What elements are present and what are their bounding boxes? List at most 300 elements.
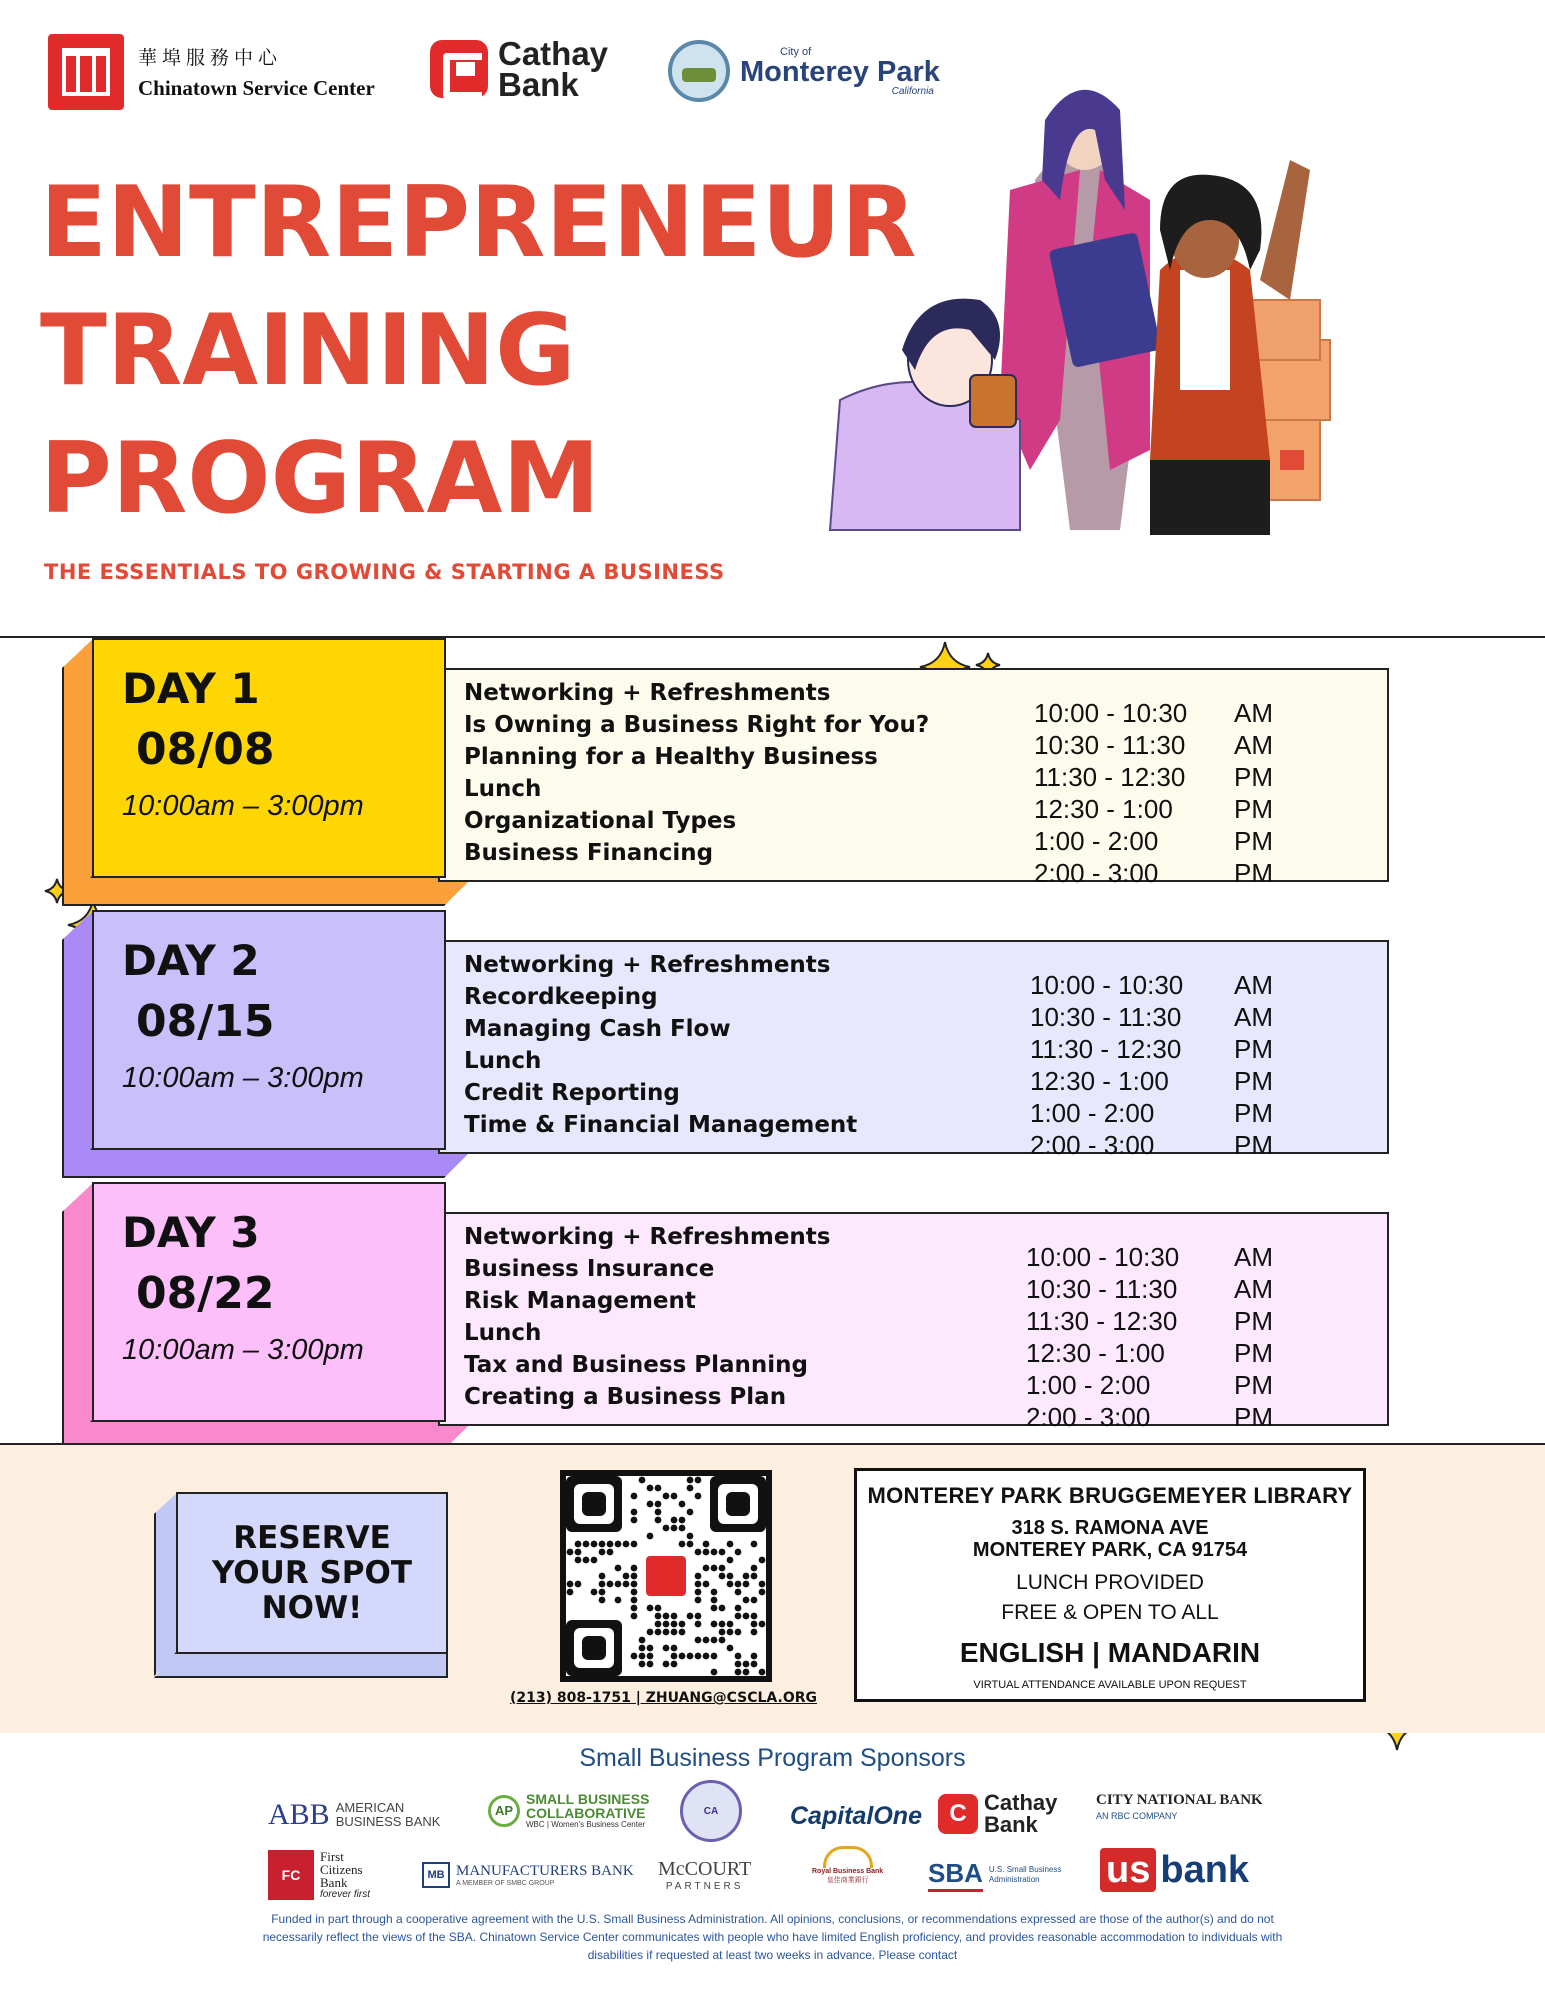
- qr-module: [631, 1589, 638, 1596]
- qr-module: [663, 1661, 670, 1668]
- qr-module: [647, 1605, 654, 1612]
- session-name: Creating a Business Plan: [464, 1384, 787, 1410]
- session-name: Networking + Refreshments: [464, 680, 831, 706]
- qr-module: [591, 1557, 598, 1564]
- qr-module: [647, 1485, 654, 1492]
- session-time: 12:30 - 1:00: [1030, 1066, 1169, 1096]
- session-time: 1:00 - 2:00: [1034, 826, 1159, 856]
- ap-mark: AP: [488, 1795, 520, 1827]
- qr-module: [671, 1517, 678, 1524]
- qr-module: [631, 1565, 638, 1572]
- abb-text: AMERICAN BUSINESS BANK: [335, 1800, 441, 1829]
- sponsor-american-business-bank: [268, 1798, 456, 1832]
- mb-sub: A MEMBER OF SMBC GROUP: [456, 1880, 555, 1887]
- qr-module: [599, 1589, 606, 1596]
- day-block-bottom: [62, 1148, 474, 1178]
- qr-module: [751, 1621, 758, 1628]
- sponsor-sba: [928, 1858, 1079, 1892]
- day-date: 08/22: [136, 1268, 275, 1319]
- sponsor-manufacturers-bank: [422, 1862, 634, 1888]
- cathay-line2: Bank: [498, 66, 579, 103]
- qr-module: [607, 1581, 614, 1588]
- title-line-3: PROGRAM: [40, 422, 600, 536]
- usbank-text: bank: [1160, 1849, 1250, 1891]
- qr-module: [655, 1485, 662, 1492]
- qr-module: [711, 1605, 718, 1612]
- session-name: Recordkeeping: [464, 984, 658, 1010]
- virtual-note: VIRTUAL ATTENDANCE AVAILABLE UPON REQUEST: [973, 1679, 1247, 1691]
- qr-module: [599, 1573, 606, 1580]
- venue-name: MONTEREY PARK BRUGGEMEYER LIBRARY: [867, 1483, 1353, 1508]
- title-line-1: ENTREPRENEUR: [40, 166, 917, 280]
- abb-mark: ABB: [268, 1798, 330, 1831]
- session-name: Managing Cash Flow: [464, 1016, 731, 1042]
- qr-module: [711, 1589, 718, 1596]
- day-hours: 10:00am – 3:00pm: [122, 790, 364, 822]
- qr-module: [695, 1589, 702, 1596]
- session-ampm: AM: [1234, 1242, 1273, 1272]
- qr-module: [727, 1645, 734, 1652]
- reserve-line-1: RESERVE: [233, 1519, 391, 1556]
- session-time: 2:00 - 3:00: [1026, 1402, 1151, 1432]
- qr-module: [583, 1541, 590, 1548]
- qr-module: [679, 1541, 686, 1548]
- day-date: 08/08: [136, 724, 275, 775]
- qr-module: [711, 1637, 718, 1644]
- session-time: 1:00 - 2:00: [1030, 1098, 1155, 1128]
- mccourt-text: McCOURT: [658, 1858, 752, 1880]
- day-schedule-panel: [438, 940, 1389, 1160]
- qr-module: [711, 1621, 718, 1628]
- qr-module: [671, 1645, 678, 1652]
- session-ampm: PM: [1234, 1098, 1273, 1128]
- qr-module: [695, 1581, 702, 1588]
- qr-module: [671, 1621, 678, 1628]
- reserve-line-3: NOW!: [261, 1589, 363, 1626]
- chinatown-service-center-logo: [48, 34, 375, 110]
- qr-module: [663, 1621, 670, 1628]
- session-time: 10:00 - 10:30: [1026, 1242, 1180, 1272]
- reserve-spot-button[interactable]: [176, 1492, 448, 1654]
- session-time: 1:00 - 2:00: [1026, 1370, 1151, 1400]
- qr-module: [711, 1669, 718, 1676]
- session-time: 11:30 - 12:30: [1030, 1034, 1182, 1064]
- session-ampm: AM: [1234, 970, 1273, 1000]
- rbb-sub: 皇佳商業銀行: [826, 1877, 869, 1884]
- qr-module: [655, 1613, 662, 1620]
- qr-module: [751, 1661, 758, 1668]
- qr-module: [695, 1549, 702, 1556]
- qr-module: [759, 1669, 766, 1676]
- day-label: DAY 2: [122, 936, 260, 985]
- qr-module: [735, 1653, 742, 1660]
- qr-center-logo-icon: [646, 1556, 686, 1596]
- qr-module: [687, 1509, 694, 1516]
- qr-module: [631, 1605, 638, 1612]
- qr-module: [695, 1637, 702, 1644]
- cathay-sponsor-text: Cathay Bank: [984, 1790, 1058, 1837]
- qr-module: [679, 1525, 686, 1532]
- sponsor-us-bank: [1100, 1848, 1249, 1892]
- day-block-side: [62, 1182, 94, 1452]
- qr-module: [631, 1581, 638, 1588]
- csc-logo-icon: [48, 34, 124, 110]
- qr-finder: [582, 1492, 606, 1516]
- qr-module: [751, 1629, 758, 1636]
- session-name: Networking + Refreshments: [464, 1224, 831, 1250]
- qr-module: [631, 1573, 638, 1580]
- session-ampm: PM: [1234, 858, 1273, 888]
- sbc-text: SMALL BUSINESS COLLABORATIVE: [526, 1791, 650, 1821]
- qr-module: [679, 1653, 686, 1660]
- free-open: FREE & OPEN TO ALL: [1001, 1601, 1219, 1624]
- qr-module: [695, 1477, 702, 1484]
- first-citizens-sub: forever first: [320, 1889, 371, 1900]
- qr-module: [655, 1501, 662, 1508]
- qr-module: [703, 1581, 710, 1588]
- qr-module: [743, 1597, 750, 1604]
- session-name: Lunch: [464, 1320, 542, 1346]
- california-seal-icon: CA: [680, 1780, 742, 1842]
- qr-module: [639, 1637, 646, 1644]
- entrepreneurs-illustration: [820, 70, 1520, 600]
- qr-module: [719, 1549, 726, 1556]
- sponsor-city-national-bank: [1096, 1792, 1263, 1821]
- qr-module: [711, 1597, 718, 1604]
- reserve-box-bottom: [154, 1652, 448, 1678]
- session-name: Is Owning a Business Right for You?: [464, 712, 930, 738]
- qr-module: [751, 1653, 758, 1660]
- qr-finder: [582, 1636, 606, 1660]
- session-ampm: PM: [1234, 826, 1273, 856]
- qr-module: [631, 1541, 638, 1548]
- session-ampm: PM: [1234, 1034, 1273, 1064]
- lunch-provided: LUNCH PROVIDED: [1016, 1571, 1204, 1594]
- qr-module: [711, 1653, 718, 1660]
- qr-module: [687, 1485, 694, 1492]
- qr-module: [599, 1549, 606, 1556]
- mb-text: MANUFACTURERS BANK: [456, 1863, 634, 1879]
- qr-module: [759, 1581, 766, 1588]
- csc-name-cn: 華埠服務中心: [138, 47, 283, 69]
- qr-module: [575, 1541, 582, 1548]
- session-time: 2:00 - 3:00: [1030, 1130, 1155, 1160]
- first-citizens-icon: FC: [268, 1850, 314, 1900]
- crown-icon: [823, 1846, 873, 1868]
- session-time: 12:30 - 1:00: [1026, 1338, 1165, 1368]
- session-time: 10:00 - 10:30: [1030, 970, 1184, 1000]
- qr-module: [719, 1621, 726, 1628]
- qr-module: [679, 1517, 686, 1524]
- day-schedule-panel: [438, 668, 1389, 888]
- qr-module: [639, 1477, 646, 1484]
- mb-icon: MB: [422, 1862, 450, 1888]
- qr-module: [655, 1605, 662, 1612]
- title-line-2: TRAINING: [40, 294, 576, 408]
- session-ampm: PM: [1234, 762, 1273, 792]
- qr-module: [735, 1669, 742, 1676]
- qr-module: [687, 1541, 694, 1548]
- session-ampm: PM: [1234, 1306, 1273, 1336]
- mp-name: Monterey Park: [740, 55, 940, 88]
- session-time: 11:30 - 12:30: [1034, 762, 1186, 792]
- qr-module: [567, 1549, 574, 1556]
- cathay-line1: Cathay: [498, 35, 609, 72]
- cathay-bank-icon: [430, 40, 488, 98]
- session-time: 10:30 - 11:30: [1034, 730, 1186, 760]
- cathay-sponsor-icon: C: [938, 1794, 978, 1834]
- capitalone-text: CapitalOne: [790, 1802, 922, 1830]
- qr-module: [647, 1629, 654, 1636]
- session-time: 11:30 - 12:30: [1026, 1306, 1178, 1336]
- session-time: 2:00 - 3:00: [1034, 858, 1159, 888]
- sponsors-title: Small Business Program Sponsors: [579, 1744, 966, 1772]
- reserve-line-2: YOUR SPOT: [211, 1554, 413, 1591]
- sponsor-mccourt: [658, 1858, 751, 1892]
- session-name: Lunch: [464, 1048, 542, 1074]
- qr-module: [695, 1621, 702, 1628]
- session-ampm: PM: [1234, 1370, 1273, 1400]
- qr-module: [591, 1541, 598, 1548]
- qr-module: [679, 1621, 686, 1628]
- mp-state: California: [891, 85, 934, 97]
- qr-module: [719, 1565, 726, 1572]
- qr-module: [743, 1669, 750, 1676]
- session-name: Business Insurance: [464, 1256, 715, 1282]
- qr-module: [599, 1541, 606, 1548]
- qr-module: [727, 1573, 734, 1580]
- qr-module: [687, 1477, 694, 1484]
- usbank-mark: us: [1100, 1848, 1156, 1892]
- qr-module: [631, 1613, 638, 1620]
- mccourt-sub: PARTNERS: [665, 1881, 744, 1892]
- qr-module: [655, 1509, 662, 1516]
- qr-module: [695, 1613, 702, 1620]
- qr-module: [663, 1629, 670, 1636]
- session-name: Organizational Types: [464, 808, 737, 834]
- qr-module: [703, 1565, 710, 1572]
- qr-module: [671, 1653, 678, 1660]
- sponsor-california-seal: [680, 1780, 742, 1842]
- session-name: Time & Financial Management: [464, 1112, 858, 1138]
- qr-module: [631, 1517, 638, 1524]
- qr-module: [663, 1645, 670, 1652]
- session-ampm: PM: [1234, 1066, 1273, 1096]
- sponsor-capital-one: [790, 1802, 922, 1831]
- venue-box: [854, 1468, 1366, 1702]
- qr-module: [751, 1541, 758, 1548]
- qr-module: [751, 1565, 758, 1572]
- qr-module: [631, 1597, 638, 1604]
- qr-module: [759, 1589, 766, 1596]
- qr-module: [687, 1613, 694, 1620]
- session-ampm: PM: [1234, 1338, 1273, 1368]
- venue-address-2: MONTEREY PARK, CA 91754: [972, 1539, 1248, 1561]
- session-ampm: AM: [1234, 1002, 1273, 1032]
- qr-module: [735, 1605, 742, 1612]
- qr-module: [663, 1493, 670, 1500]
- sponsor-first-citizens: [268, 1850, 380, 1900]
- qr-module: [695, 1493, 702, 1500]
- qr-module: [703, 1541, 710, 1548]
- qr-module: [703, 1549, 710, 1556]
- cnb-text: CITY NATIONAL BANK: [1096, 1792, 1263, 1808]
- session-name: Business Financing: [464, 840, 714, 866]
- qr-module: [743, 1573, 750, 1580]
- languages: ENGLISH | MANDARIN: [959, 1637, 1261, 1668]
- session-name: Tax and Business Planning: [464, 1352, 809, 1378]
- rbb-text: Royal Business Bank: [812, 1868, 884, 1875]
- qr-module: [647, 1533, 654, 1540]
- qr-module: [743, 1581, 750, 1588]
- qr-module: [615, 1565, 622, 1572]
- qr-module: [639, 1653, 646, 1660]
- venue-address-1: 318 S. RAMONA AVE: [1011, 1517, 1209, 1539]
- qr-module: [711, 1565, 718, 1572]
- qr-module: [607, 1541, 614, 1548]
- registration-qr-code[interactable]: [560, 1470, 772, 1682]
- qr-module: [663, 1613, 670, 1620]
- qr-module: [671, 1493, 678, 1500]
- cathay-bank-logo: [430, 35, 609, 103]
- session-ampm: AM: [1234, 1274, 1273, 1304]
- session-ampm: AM: [1234, 698, 1273, 728]
- qr-module: [743, 1613, 750, 1620]
- day-date: 08/15: [136, 996, 275, 1047]
- qr-module: [743, 1661, 750, 1668]
- qr-module: [639, 1645, 646, 1652]
- session-time: 12:30 - 1:00: [1034, 794, 1173, 824]
- sbc-sub: WBC | Women's Business Center: [526, 1820, 646, 1829]
- qr-module: [695, 1597, 702, 1604]
- qr-module: [735, 1613, 742, 1620]
- session-name: Networking + Refreshments: [464, 952, 831, 978]
- qr-module: [735, 1629, 742, 1636]
- qr-module: [727, 1629, 734, 1636]
- qr-module: [583, 1557, 590, 1564]
- day-block-side: [62, 638, 94, 908]
- qr-finder: [726, 1492, 750, 1516]
- qr-module: [711, 1549, 718, 1556]
- qr-module: [695, 1653, 702, 1660]
- qr-module: [727, 1621, 734, 1628]
- session-name: Planning for a Healthy Business: [464, 744, 878, 770]
- day-schedule-panel: [438, 1212, 1389, 1432]
- qr-module: [575, 1557, 582, 1564]
- day-block-bottom: [62, 876, 474, 906]
- qr-module: [647, 1501, 654, 1508]
- session-ampm: AM: [1234, 730, 1273, 760]
- session-time: 10:30 - 11:30: [1026, 1274, 1178, 1304]
- first-citizens-text: First Citizens Bank: [320, 1849, 363, 1890]
- day-header-card: [92, 910, 446, 1150]
- qr-module: [591, 1589, 598, 1596]
- qr-module: [727, 1557, 734, 1564]
- sba-text: U.S. Small Business Administration: [988, 1865, 1062, 1884]
- qr-module: [695, 1573, 702, 1580]
- funding-disclaimer: Funded in part through a cooperative agreement with the U.S. Small Business Administration. All opinions, conclusions, or recommendations expressed are those of the author(s) and do not necessarily reflect the views of the SBA. Chinatown Service Center communicates with people who have limited English proficiency, and provides reasonable accommodation to individuals with disabilities if requested at least two weeks in advance. Please contact: [262, 1912, 1283, 1962]
- qr-module: [751, 1573, 758, 1580]
- day-block-side: [62, 910, 94, 1180]
- day-header-card: [92, 1182, 446, 1422]
- session-time: 10:00 - 10:30: [1034, 698, 1188, 728]
- qr-module: [759, 1621, 766, 1628]
- qr-module: [599, 1597, 606, 1604]
- mp-small: City of: [780, 45, 812, 58]
- qr-module: [727, 1581, 734, 1588]
- qr-module: [719, 1637, 726, 1644]
- qr-module: [631, 1493, 638, 1500]
- subtitle: THE ESSENTIALS TO GROWING & STARTING A BUSINESS: [44, 560, 725, 584]
- qr-module: [727, 1541, 734, 1548]
- session-ampm: PM: [1234, 1402, 1273, 1432]
- day-label: DAY 1: [122, 664, 260, 713]
- qr-module: [647, 1645, 654, 1652]
- qr-module: [567, 1589, 574, 1596]
- city-seal-icon: [668, 40, 730, 102]
- session-name: Risk Management: [464, 1288, 696, 1314]
- qr-module: [623, 1581, 630, 1588]
- qr-module: [647, 1653, 654, 1660]
- qr-module: [671, 1613, 678, 1620]
- qr-code-icon: [566, 1476, 766, 1676]
- qr-module: [679, 1629, 686, 1636]
- qr-module: [599, 1581, 606, 1588]
- qr-module: [719, 1573, 726, 1580]
- session-ampm: PM: [1234, 1130, 1273, 1160]
- session-name: Lunch: [464, 776, 542, 802]
- session-ampm: PM: [1234, 794, 1273, 824]
- session-time: 10:30 - 11:30: [1030, 1002, 1182, 1032]
- contact-link[interactable]: (213) 808-1751 | ZHUANG@CSCLA.ORG: [510, 1690, 818, 1706]
- qr-module: [735, 1661, 742, 1668]
- sponsor-royal-business-bank: [812, 1846, 883, 1885]
- qr-module: [735, 1589, 742, 1596]
- sponsor-small-business-collaborative: [488, 1792, 676, 1829]
- qr-module: [687, 1653, 694, 1660]
- qr-module: [639, 1661, 646, 1668]
- qr-module: [631, 1653, 638, 1660]
- qr-module: [703, 1653, 710, 1660]
- qr-module: [719, 1605, 726, 1612]
- qr-module: [615, 1597, 622, 1604]
- qr-module: [647, 1661, 654, 1668]
- qr-module: [735, 1581, 742, 1588]
- qr-module: [663, 1525, 670, 1532]
- qr-module: [575, 1549, 582, 1556]
- sba-mark: SBA: [928, 1858, 983, 1892]
- qr-module: [671, 1525, 678, 1532]
- csc-name-en: Chinatown Service Center: [138, 76, 375, 100]
- session-name: Credit Reporting: [464, 1080, 680, 1106]
- reserve-box-side: [154, 1492, 178, 1678]
- cnb-sub: AN RBC COMPANY: [1096, 1811, 1178, 1821]
- qr-module: [623, 1541, 630, 1548]
- qr-module: [615, 1541, 622, 1548]
- qr-module: [655, 1517, 662, 1524]
- qr-module: [759, 1557, 766, 1564]
- qr-module: [631, 1509, 638, 1516]
- qr-module: [703, 1637, 710, 1644]
- qr-module: [751, 1613, 758, 1620]
- qr-module: [687, 1533, 694, 1540]
- qr-module: [655, 1629, 662, 1636]
- qr-module: [751, 1597, 758, 1604]
- sponsor-cathay-bank: [938, 1792, 1074, 1836]
- qr-module: [655, 1621, 662, 1628]
- day-label: DAY 3: [122, 1208, 260, 1257]
- day-hours: 10:00am – 3:00pm: [122, 1062, 364, 1094]
